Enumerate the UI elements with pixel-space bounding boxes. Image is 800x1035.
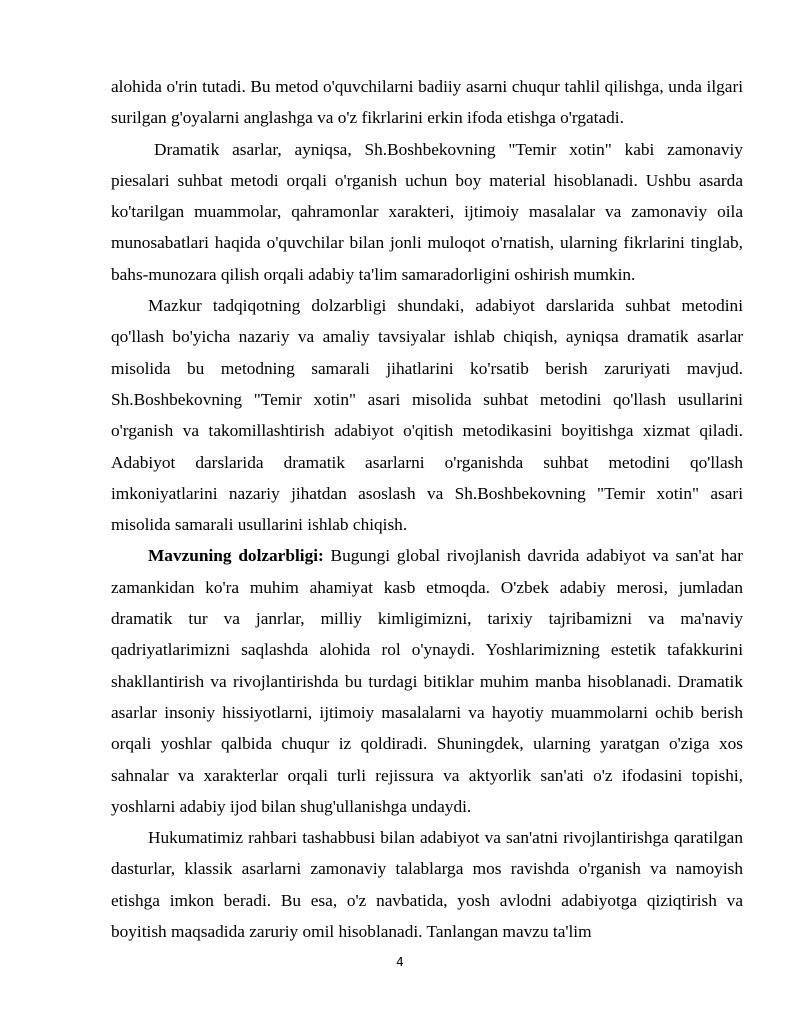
page-number: 4 [396, 955, 404, 969]
paragraph-government-initiative: Hukumatimiz rahbari tashabbusi bilan adabiyot va san'atni rivojlantirishga qaratilgan dasturlar, klassik asarlarni zamonaviy talablarga mos ravishda o'rganish va namoyish etishga imkon beradi. Bu esa, o'z navbatida, yosh avlodni adabiyotga qiziqtirish va boyitish maqsadida zaruriy omil hisoblanadi. Tanlangan mavzu ta'lim [111, 828, 743, 942]
paragraph-research-relevance: Mazkur tadqiqotning dolzarbligi shundaki, adabiyot darslarida suhbat metodini qo'llash bo'yicha nazariy va amaliy tavsiyalar ishlab chiqish, ayniqsa dramatik asarlar misolida bu metodning samarali jihatlarini ko'rsatib berish zaruriyati mavjud. Sh.Boshbekovning "Temir xotin" asari misolida suhbat metodini qo'llash usullarini o'rganish va takomillashtirish adabiyot o'qitish metodikasini boyitishga xizmat qiladi. Adabiyot darslarida dramatik asarlarni o'rganishda suhbat metodini qo'llash imkoniyatlarini nazariy jihatdan asoslash va Sh.Boshbekovning "Temir xotin" asari misolida samarali usullarini ishlab chiqish. [111, 296, 743, 535]
paragraph-continuation: alohida o'rin tutadi. Bu metod o'quvchilarni badiiy asarni chuqur tahlil qilishga, unda ilgari surilgan g'oyalarni anglashga va o'z fikrlarini erkin ifoda etishga o'rgatadi. [111, 77, 743, 128]
paragraph-dramatic-works: Dramatik asarlar, ayniqsa, Sh.Boshbekovning "Temir xotin" kabi zamonaviy piesalari suhbat metodi orqali o'rganish uchun boy material hisoblanadi. Ushbu asarda ko'tarilgan muammolar, qahramonlar xarakteri, ijtimoiy masalalar va zamonaviy oila munosabatlari haqida o'quvchilar bilan jonli muloqot o'rnatish, ularning fikrlarini tinglab, bahs-munozara qilish orqali adabiy ta'lim samaradorligini oshirish mumkin. [111, 139, 743, 284]
topic-relevance-heading: Mavzuning dolzarbligi: [148, 546, 324, 566]
paragraph-topic-relevance [111, 540, 743, 822]
body-text [111, 71, 743, 947]
topic-relevance-text: Bugungi global rivojlanish davrida adabiyot va san'at har zamankidan ko'ra muhim ahamiyat kasb etmoqda. O'zbek adabiy merosi, jumladan dramatik tur va janrlar, milliy kimligimizni, tarixiy tajribamizni va ma'naviy qadriyatlarimizni saqlashda alohida rol o'ynaydi. Yoshlarimizning estetik tafakkurini shakllantirish va rivojlantirishda bu turdagi bitiklar muhim manba hisoblanadi. Dramatik asarlar insoniy hissiyotlarni, ijtimoiy masalalarni va hayotiy muammolarni ochib berish orqali yoshlar qalbida chuqur iz qoldiradi. Shuningdek, ularning yaratgan o'ziga xos sahnalar va xarakterlar orqali turli rejissura va aktyorlik san'ati o'z ifodasini topishi, yoshlarni adabiy ijod bilan shug'ullanishga undaydi. [111, 546, 743, 816]
